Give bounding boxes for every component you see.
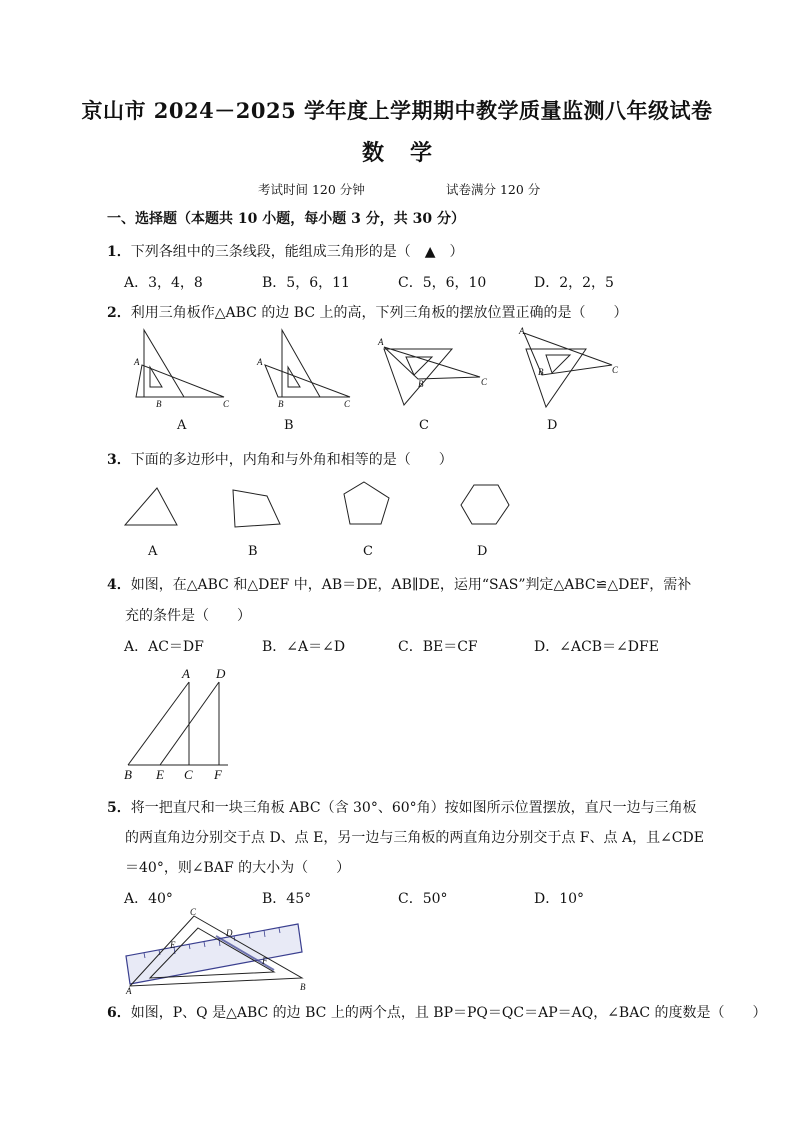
q3-fig-label-a: A bbox=[148, 544, 158, 559]
q2b-label-c: C bbox=[344, 399, 351, 409]
q3-fig-label-d: D bbox=[477, 544, 488, 559]
q4-option-a: A．AC＝DF bbox=[124, 639, 204, 655]
full-score: 试卷满分 120 分 bbox=[446, 182, 541, 197]
q4-label-c: C bbox=[184, 767, 193, 782]
q2c-label-a: A bbox=[378, 337, 384, 347]
q4-label-f: F bbox=[214, 767, 222, 782]
q2-fig-label-c: C bbox=[419, 418, 429, 433]
q5-label-a: A bbox=[126, 986, 132, 996]
q4-label-d: D bbox=[216, 666, 226, 681]
q2a-label-b: B bbox=[156, 399, 162, 409]
subject-title: 数学 bbox=[361, 140, 458, 166]
question-5: 5．将一把直尺和一块三角板 ABC（含 30°、60°角）按如图所示位置摆放，直尺一边与三角板 bbox=[107, 800, 697, 816]
q2d-label-a: A bbox=[519, 326, 525, 336]
q2-fig-label-d: D bbox=[547, 418, 558, 433]
q5-label-b: B bbox=[300, 982, 306, 992]
q2a-label-a: A bbox=[134, 357, 140, 367]
question-4: 4．如图，在△ABC 和△DEF 中，AB＝DE，AB∥DE，运用“SAS”判定△ABC≌△DEF，需补 bbox=[107, 577, 692, 593]
q2-figures bbox=[120, 325, 640, 415]
q1-option-a: A．3，4，8 bbox=[124, 275, 203, 291]
q2b-label-b: B bbox=[278, 399, 284, 409]
q1-option-d: D．2，2，5 bbox=[534, 275, 614, 291]
q2c-label-b: B bbox=[418, 379, 424, 389]
q4-label-e: E bbox=[156, 767, 164, 782]
question-6: 6．如图，P、Q 是△ABC 的边 BC 上的两个点，且 BP＝PQ＝QC＝AP＝AQ，∠BAC 的度数是（ ） bbox=[107, 1005, 767, 1021]
q4-option-b: B．∠A＝∠D bbox=[262, 639, 346, 655]
question-5-line2: 的两直角边分别交于点 D、点 E，另一边与三角板的两直角边分别交于点 F、点 A，且∠CDE bbox=[125, 830, 704, 846]
q5-option-b: B．45° bbox=[262, 891, 312, 907]
q5-label-d: D bbox=[226, 928, 233, 938]
q2a-label-c: C bbox=[223, 399, 230, 409]
question-4-line2: 充的条件是（ ） bbox=[125, 608, 251, 624]
q5-option-c: C．50° bbox=[398, 891, 448, 907]
q2d-label-c: C bbox=[612, 365, 619, 375]
q3-fig-label-c: C bbox=[363, 544, 373, 559]
q5-label-f: F bbox=[262, 956, 268, 966]
q2d-label-b: B bbox=[538, 367, 544, 377]
q5-option-d: D．10° bbox=[534, 891, 585, 907]
exam-time: 考试时间 120 分钟 bbox=[258, 182, 365, 197]
q4-option-d: D．∠ACB＝∠DFE bbox=[534, 639, 659, 655]
q1-option-c: C．5，6，10 bbox=[398, 275, 487, 291]
q5-figure bbox=[124, 906, 324, 996]
section-heading: 一、选择题（本题共 10 小题，每小题 3 分，共 30 分） bbox=[107, 211, 465, 227]
question-3: 3．下面的多边形中，内角和与外角和相等的是（ ） bbox=[107, 452, 453, 468]
question-2: 2．利用三角板作△ABC 的边 BC 上的高，下列三角板的摆放位置正确的是（ ） bbox=[107, 305, 628, 321]
q5-option-a: A．40° bbox=[124, 891, 173, 907]
q2c-label-c: C bbox=[481, 377, 488, 387]
q2b-label-a: A bbox=[257, 357, 263, 367]
q2-fig-label-b: B bbox=[284, 418, 294, 433]
q4-figure bbox=[118, 662, 248, 782]
q4-option-c: C．BE＝CF bbox=[398, 639, 478, 655]
q5-label-c: C bbox=[190, 907, 197, 917]
q5-label-e: E bbox=[170, 940, 176, 950]
question-1: 1．下列各组中的三条线段，能组成三角形的是（ ▲ ） bbox=[107, 244, 464, 260]
q4-label-a: A bbox=[182, 666, 190, 681]
q1-option-b: B．5，6，11 bbox=[262, 275, 350, 291]
q2-fig-label-a: A bbox=[177, 418, 187, 433]
q3-polygons bbox=[120, 478, 520, 530]
q4-label-b: B bbox=[124, 767, 132, 782]
exam-title: 京山市 2024－2025 学年度上学期期中教学质量监测八年级试卷 bbox=[81, 98, 713, 123]
question-5-line3: ＝40°，则∠BAF 的大小为（ ） bbox=[125, 860, 351, 876]
q3-fig-label-b: B bbox=[248, 544, 258, 559]
